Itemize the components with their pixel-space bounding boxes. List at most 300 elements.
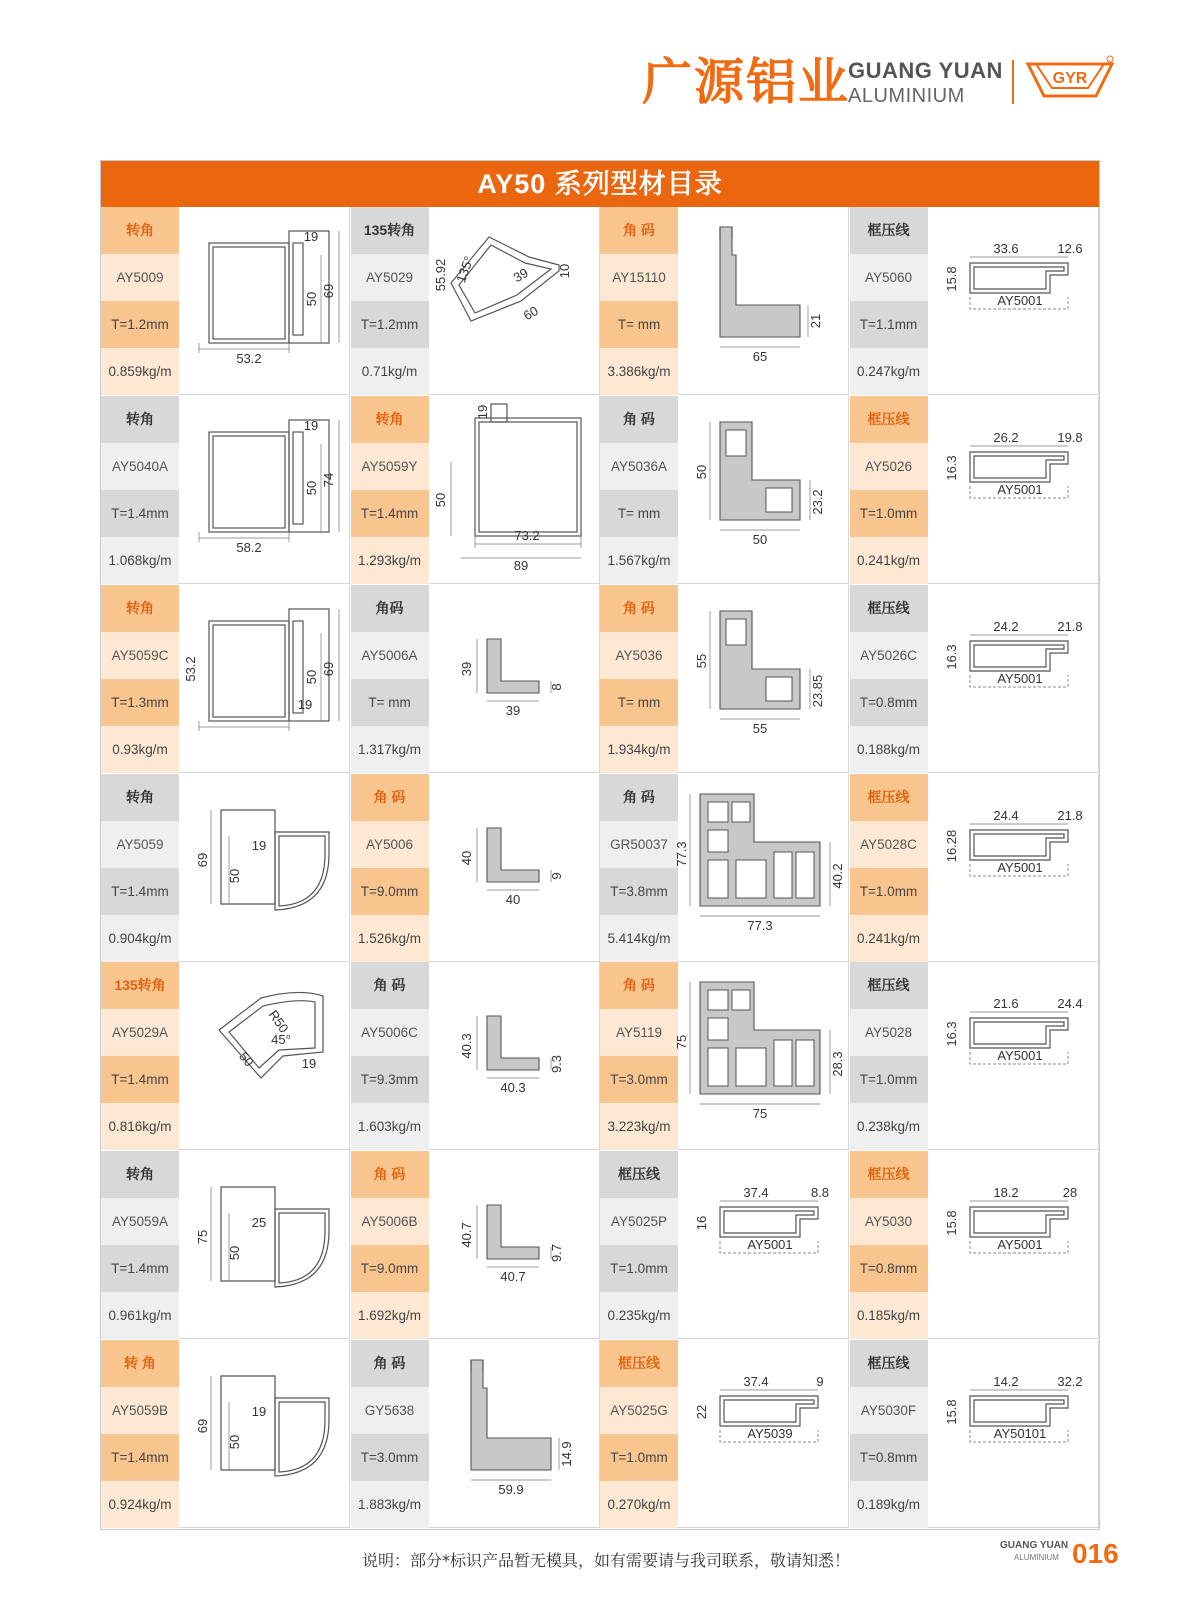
dim-height: 16 [694,1216,709,1231]
profile-category: 框压线 [850,396,928,443]
profile-info [600,585,678,773]
profile-thickness: T=3.0mm [600,1056,678,1103]
profile-info [351,396,429,584]
profile-code: AY5025P [600,1198,678,1245]
brand-divider [1012,60,1014,104]
profile-drawing [930,591,1094,767]
profile-cell [850,207,1099,395]
profile-thickness: T=1.4mm [101,1434,179,1481]
profile-thickness: T= mm [600,301,678,348]
profile-thickness: T=1.0mm [850,868,928,915]
dim-height: 40 [458,850,474,865]
dim-top: 19 [303,417,319,433]
logo-lettering: GYR [1052,70,1088,87]
profile-code: AY5059Y [351,443,429,490]
profile-section-diagram [181,1346,345,1522]
dim-height: 50 [694,464,709,480]
profile-section-diagram [181,1157,345,1333]
dim-width: 33.6 [992,241,1019,256]
dim-width: 53.2 [236,351,262,366]
profile-category: 转角 [101,774,179,821]
dim-right: 9 [548,871,564,880]
dim-width: 59.9 [497,1482,524,1498]
profile-section-diagram [680,402,844,578]
profile-cell [101,774,350,962]
profile-cell [600,396,849,584]
profile-info [850,1151,928,1339]
profile-weight: 0.924kg/m [101,1481,179,1528]
profile-weight: 1.883kg/m [351,1481,429,1528]
profile-weight: 0.235kg/m [600,1292,678,1339]
profile-info [600,962,678,1150]
profile-section-diagram [680,1157,844,1333]
ref-profile: AY5001 [747,1237,793,1253]
profile-drawing [930,968,1094,1144]
profile-cell [101,585,350,773]
profile-weight: 0.188kg/m [850,726,928,773]
profile-drawing [431,1157,595,1333]
dim-width: 77.3 [747,917,773,933]
dim-width: 40.7 [499,1269,526,1285]
profile-cell [351,207,600,395]
dim-lip: 24.4 [1056,996,1083,1012]
profile-weight: 1.526kg/m [351,915,429,962]
profile-info [600,1151,678,1339]
profile-weight: 0.189kg/m [850,1481,928,1528]
dim-width: 26.2 [992,429,1019,445]
profile-cell [850,1340,1099,1528]
dim-height: 15.8 [943,266,959,292]
profile-cell [600,1151,849,1339]
dim-height: 22 [694,1404,709,1420]
profile-weight: 3.223kg/m [600,1103,678,1150]
profile-code: AY5025G [600,1387,678,1434]
catalog-table [100,160,1100,1530]
dim-width: 37.4 [743,1185,769,1201]
profile-category: 转角 [101,1151,179,1198]
profile-section-diagram [674,780,845,956]
profile-info [351,774,429,962]
profile-code: AY5006A [351,632,429,679]
profile-info [600,774,678,962]
page-number: 016 [1072,1538,1119,1569]
profile-drawing [181,780,345,956]
profile-thickness: T= mm [351,679,429,726]
dim-lip: 21.8 [1056,618,1083,634]
dim-inner-width: 25 [251,1215,267,1231]
dim-lip: 21.8 [1056,807,1083,823]
profile-info [600,207,678,395]
profile-weight: 0.71kg/m [351,348,429,395]
ref-profile: AY50101 [993,1426,1046,1442]
profile-category: 角 码 [351,1151,429,1198]
profile-thickness: T=1.3mm [101,679,179,726]
profile-drawing [680,213,844,389]
profile-thickness: T=1.4mm [101,1245,179,1292]
dim-width: 58.2 [236,539,262,555]
dim-height: 40.3 [458,1033,474,1060]
profile-code: AY5059B [101,1387,179,1434]
profile-category: 角 码 [600,585,678,632]
profile-code: AY5036A [600,443,678,490]
profile-category: 框压线 [850,1340,928,1387]
profile-info [101,396,179,584]
profile-weight: 1.068kg/m [101,537,179,584]
brand-english-line2: ALUMINIUM [848,85,965,107]
dim-left: 50 [432,492,448,508]
footer-brand [1000,1538,1119,1578]
dim-width: 14.2 [992,1374,1019,1390]
profile-thickness: T=1.0mm [600,1434,678,1481]
profile-category: 转角 [101,396,179,443]
dim-height: 69 [195,852,210,867]
dim-width: 37.4 [743,1374,769,1390]
profile-cell [351,962,600,1150]
profile-thickness: T= mm [600,490,678,537]
profile-code: AY5036 [600,632,678,679]
profile-weight: 3.386kg/m [600,348,678,395]
profile-thickness: T=1.4mm [101,490,179,537]
profile-drawing [431,591,595,767]
ref-profile: AY5001 [996,1048,1043,1064]
profile-category: 角 码 [351,1340,429,1387]
profile-thickness: T=1.0mm [850,490,928,537]
dim-inner: 39 [510,264,531,286]
profile-info [850,774,928,962]
dim-width: 40 [505,891,520,907]
dim-width: 18.2 [992,1185,1019,1201]
dim-width: 39 [505,702,520,718]
dim-height: 75 [674,1035,689,1050]
ref-profile: AY5001 [996,1237,1043,1253]
ref-profile: AY5001 [996,670,1043,686]
dim-inner: 50 [304,291,319,307]
dim-width: 89 [513,557,528,573]
dim-height: 77.3 [674,840,689,867]
profile-info [850,207,928,395]
profile-cell [351,396,600,584]
profile-thickness: T= mm [600,679,678,726]
profile-code: AY15110 [600,254,678,301]
ref-profile: AY5039 [747,1426,793,1442]
profile-code: AY5006B [351,1198,429,1245]
dim-height: 55 [694,653,709,668]
profile-info [101,1151,179,1339]
profile-thickness: T=0.8mm [850,679,928,726]
profile-drawing [181,402,345,578]
dim-height: 16.3 [943,644,959,670]
profile-info [600,1340,678,1528]
profile-section-diagram [181,402,345,578]
dim-width: 75 [752,1106,768,1122]
dim-inner-width: 73.2 [513,527,540,543]
profile-cell [101,962,350,1150]
profile-code: AY5060 [850,254,928,301]
profile-category: 角 码 [351,962,429,1009]
profile-cell [600,962,849,1150]
profile-section-diagram [181,591,345,767]
profile-drawing [431,968,595,1144]
profile-category: 角 码 [600,962,678,1009]
profile-thickness: T=1.2mm [351,301,429,348]
dim-right: 9.3 [548,1055,564,1074]
profile-drawing [930,1346,1094,1522]
dim-angle: 45° [271,1032,291,1048]
brand-logo-icon [1024,54,1116,108]
profile-cell [351,1151,600,1339]
profile-code: AY5029 [351,254,429,301]
profile-weight: 0.185kg/m [850,1292,928,1339]
dim-height: 40.7 [458,1222,474,1248]
profile-section-diagram [431,1346,595,1522]
profile-category: 框压线 [850,585,928,632]
profile-drawing [181,1157,345,1333]
profile-thickness: T=1.4mm [351,490,429,537]
profile-thickness: T=3.0mm [351,1434,429,1481]
dim-width: 24.4 [992,807,1019,823]
dim-inner: 50 [227,1246,242,1261]
profile-code: AY5059 [101,821,179,868]
dim-height: 69 [321,661,336,676]
profile-weight: 0.247kg/m [850,348,928,395]
dim-right: 28.3 [830,1051,845,1078]
profile-code: AY5028 [850,1009,928,1056]
dim-angle: 135° [452,254,476,285]
profile-thickness: T=1.0mm [600,1245,678,1292]
dim-height: 75 [195,1230,210,1245]
ref-profile: AY5001 [996,293,1043,308]
profile-thickness: T=1.4mm [101,868,179,915]
profile-category: 角 码 [600,396,678,443]
ref-profile: AY5001 [996,859,1043,875]
profile-weight: 0.238kg/m [850,1103,928,1150]
profile-thickness: T=1.2mm [101,301,179,348]
profile-cell [600,1340,849,1528]
profile-cell [600,207,849,395]
dim-lip: 8.8 [810,1185,830,1201]
profile-code: AY5029A [101,1009,179,1056]
profile-drawing [181,1346,345,1522]
profile-section-diagram [930,213,1094,389]
profile-cell [351,585,600,773]
profile-cell [850,585,1099,773]
profile-section-diagram [431,780,595,956]
profile-drawing [674,968,845,1144]
profile-section-diagram [680,1346,844,1522]
profile-info [101,962,179,1150]
profile-section-diagram [930,1157,1094,1333]
dim-right: 23.2 [810,489,825,515]
profile-weight: 1.692kg/m [351,1292,429,1339]
profile-code: AY5006 [351,821,429,868]
profile-drawing [930,402,1094,578]
profile-thickness: T=0.8mm [850,1245,928,1292]
profile-code: AY5026C [850,632,928,679]
profile-info [351,962,429,1150]
profile-weight: 0.270kg/m [600,1481,678,1528]
profile-section-diagram [431,402,595,578]
dim-left: 55.92 [432,258,448,292]
profile-info [351,207,429,395]
profile-weight: 5.414kg/m [600,915,678,962]
ref-profile: AY5001 [996,481,1043,497]
profile-weight: 1.293kg/m [351,537,429,584]
profile-drawing [680,591,844,767]
profile-section-diagram [930,402,1094,578]
profile-info [351,1151,429,1339]
dim-radius: R50 [265,1007,292,1036]
dim-width: 40.3 [499,1080,526,1096]
profile-info [600,396,678,584]
profile-thickness: T=0.8mm [850,1434,928,1481]
dim-inner: 50 [227,1434,242,1450]
dim-right: 23.85 [810,674,825,707]
profile-thickness: T=1.1mm [850,301,928,348]
profile-thickness: T=9.3mm [351,1056,429,1103]
dim-top: 19 [303,229,319,244]
dim-right: 10 [556,263,572,279]
dim-lip: 28 [1062,1185,1077,1201]
profile-info [101,585,179,773]
profile-section-diagram [680,591,844,767]
profile-code: AY5030F [850,1387,928,1434]
profile-code: AY5059C [101,632,179,679]
profile-category: 框压线 [850,1151,928,1198]
brand-english-line1: GUANG YUAN [848,58,1003,83]
profile-section-diagram [181,968,345,1144]
profile-code: GY5638 [351,1387,429,1434]
profile-info [850,962,928,1150]
dim-width: 65 [752,349,768,364]
profile-category: 角 码 [351,774,429,821]
profile-thickness: T=9.0mm [351,868,429,915]
profile-drawing [181,968,345,1144]
dim-inner-width: 19 [251,837,267,853]
profile-weight: 1.567kg/m [600,537,678,584]
profile-info [850,585,928,773]
profile-drawing [930,780,1094,956]
profile-category: 135转角 [351,207,429,254]
dim-height: 39 [458,661,474,676]
profile-section-diagram [431,968,595,1144]
brand-header [642,52,1112,114]
profile-thickness: T=1.4mm [101,1056,179,1103]
profile-category: 角码 [351,585,429,632]
dim-right: 9.7 [548,1244,564,1263]
profile-code: AY5028C [850,821,928,868]
profile-category: 框压线 [850,962,928,1009]
profile-section-diagram [181,213,345,389]
profile-drawing [930,213,1094,389]
profile-code: AY5026 [850,443,928,490]
profile-drawing [431,402,595,578]
profile-weight: 0.241kg/m [850,537,928,584]
dim-width: 50 [752,531,768,547]
dim-width: 55 [752,720,768,736]
profile-section-diagram [674,968,845,1144]
profile-section-diagram [930,1346,1094,1522]
profile-category: 转 角 [101,1340,179,1387]
catalog-title: AY50 系列型材目录 [101,161,1099,207]
profile-section-diagram [930,968,1094,1144]
footer-brand-line2: ALUMINIUM [1014,1553,1059,1562]
dim-height: 69 [321,283,336,299]
profile-weight: 1.603kg/m [351,1103,429,1150]
profile-cell [600,585,849,773]
profile-drawing [680,1157,844,1333]
dim-right: 40.2 [830,862,845,889]
dim-inner: 19 [297,696,313,712]
profile-code: AY5006C [351,1009,429,1056]
profile-cell [850,774,1099,962]
profile-weight: 0.93kg/m [101,726,179,773]
profile-category: 角 码 [600,207,678,254]
profile-weight: 0.816kg/m [101,1103,179,1150]
dim-height: 14.9 [558,1441,574,1467]
profile-category: 角 码 [600,774,678,821]
profile-section-diagram [181,780,345,956]
dim-right: 8 [548,683,564,691]
dim-top: 19 [474,404,490,420]
dim-diag: 60 [520,302,541,324]
dim-width: 21.6 [992,996,1019,1012]
dim-mid: 50 [304,669,319,684]
brand-chinese-name: 广源铝业 [642,53,850,111]
profile-cell [101,396,350,584]
profile-category: 框压线 [850,207,928,254]
profile-thickness: T=1.0mm [850,1056,928,1103]
profile-code: AY5009 [101,254,179,301]
profile-weight: 0.904kg/m [101,915,179,962]
profile-section-diagram [680,213,844,389]
profile-weight: 0.241kg/m [850,915,928,962]
profile-drawing [431,780,595,956]
dim-lip: 19.8 [1056,429,1083,445]
profile-cell [101,207,350,395]
profile-drawing [181,591,345,767]
dim-height: 74 [321,472,336,488]
profile-section-diagram [930,591,1094,767]
dim-height: 15.8 [943,1399,959,1425]
profile-info [101,207,179,395]
profile-weight: 0.961kg/m [101,1292,179,1339]
profile-category: 转角 [351,396,429,443]
dim-inner: 50 [304,480,319,496]
dim-width: 24.2 [992,618,1019,634]
profile-cell [351,774,600,962]
profile-cell [600,774,849,962]
profile-drawing [680,1346,844,1522]
profile-code: AY5030 [850,1198,928,1245]
profile-cell [101,1340,350,1528]
profile-section-diagram [431,213,595,389]
profile-drawing [431,213,595,389]
profile-info [101,774,179,962]
profile-cell [101,1151,350,1339]
profile-info [101,1340,179,1528]
footer-note: 说明：部分*标识产品暂无模具，如有需要请与我司联系，敬请知悉！ [362,1551,851,1570]
profile-thickness: T=9.0mm [351,1245,429,1292]
dim-height: 69 [195,1418,210,1434]
profile-drawing [431,1346,595,1522]
profile-drawing [674,780,845,956]
dim-height: 15.8 [943,1210,959,1236]
profile-category: 框压线 [600,1151,678,1198]
dim-height: 16.3 [943,1021,959,1048]
profile-code: AY5119 [600,1009,678,1056]
profile-weight: 0.859kg/m [101,348,179,395]
profile-weight: 1.317kg/m [351,726,429,773]
